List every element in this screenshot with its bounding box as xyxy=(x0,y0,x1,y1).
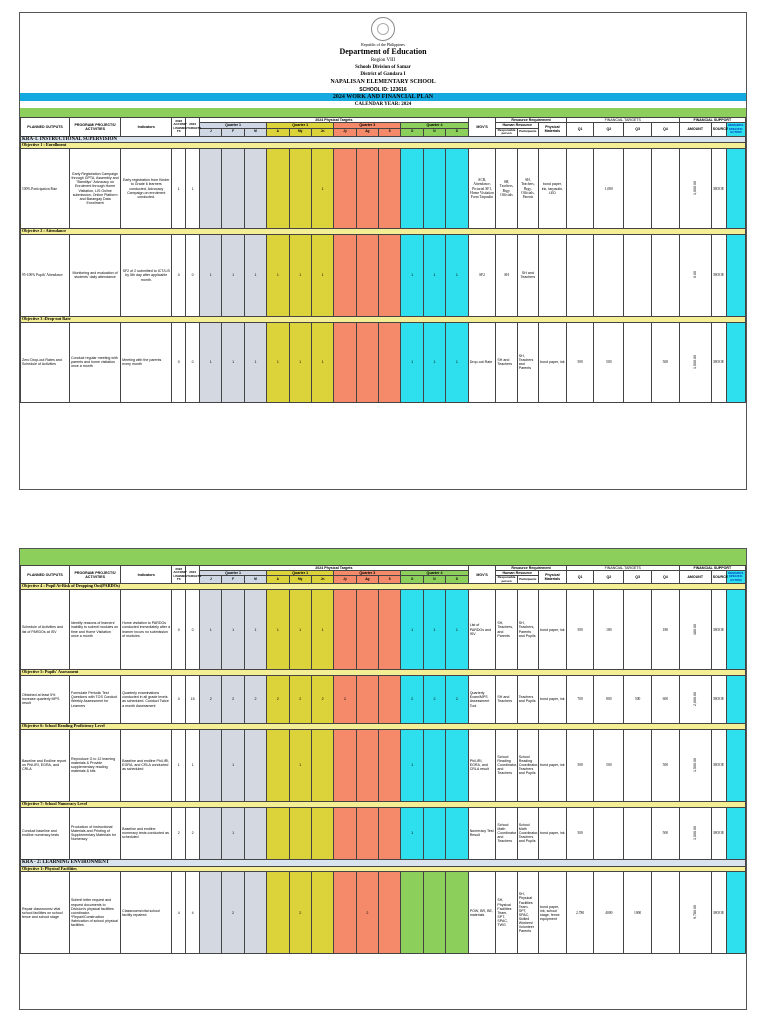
region-label: Region VIII xyxy=(370,58,396,64)
green-band xyxy=(20,108,746,117)
col-targets: 2024 TARGETS xyxy=(186,566,200,584)
movs: Drop-out Rate xyxy=(468,322,496,402)
objective-dropout: Objective 3 :Drop-out Rate xyxy=(21,316,746,322)
col-amount: AMOUNT xyxy=(679,123,711,136)
table-row: Schedule of Activities and list of PARDOs at ISV Identify reasons of learners' inability to submit modules on time and Home Visitation once a month Home visitation to PARDOs conducted immediately after a learner incurs no submission of modules 0 0 1 1 1 1 1 1 1 1 1 List of PARDOs and ISV SH, Teachers, and Parents SH, Teachers, Parents and Pupils bond paper, ink 500 180 180 180.00 MOOE xyxy=(21,590,746,670)
target-value: 2 xyxy=(186,807,200,859)
activity: Formulate Periodic Test Questions with TOS Conduct Weekly Assessment for Learners xyxy=(70,675,121,723)
month-may: My xyxy=(289,128,311,136)
col-fin-support: FINANCIAL SUPPORT xyxy=(679,118,745,123)
objective-numeracy: Objective 7: School Numeracy Level xyxy=(21,801,746,807)
col-targets: 2024 TARGETS xyxy=(186,118,200,136)
q2-amount: 1,000 xyxy=(594,149,624,229)
kra-2-label: KRA - 2: LEARNING ENVIRONMENT xyxy=(21,859,746,866)
planned-output: Repair classrooms/ vital school facilities on school fence and school stage xyxy=(21,872,70,954)
col-q2: Q2 xyxy=(594,571,624,584)
participants: SH, Teachers, Brgy. Officials, Parents xyxy=(517,149,538,229)
month-feb: F xyxy=(222,128,244,136)
col-financial: FINANCIAL TARGETS xyxy=(566,566,679,571)
responsible: SH, Teachers, and Parents xyxy=(496,590,517,670)
col-movs: MOV'S xyxy=(468,566,496,584)
q2-amount: 500 xyxy=(594,729,624,801)
q4-amount: 500 xyxy=(651,807,679,859)
materials: bond paper, ink xyxy=(539,729,567,801)
month-nov: N xyxy=(423,128,445,136)
movs: Quarterly Exam/MPS Assessment Tool xyxy=(468,675,496,723)
materials: bond paper, ink xyxy=(539,807,567,859)
objective-enrollment: Objective 1 : Enrollment xyxy=(21,143,746,149)
col-q4: Q4 xyxy=(651,571,679,584)
total-amount: 1,500.00 xyxy=(693,757,698,772)
objective-pardos: Objective 4 : Pupil At-Risk of Dropping Out(PARDOs) xyxy=(21,584,746,590)
target-value: 0 xyxy=(186,322,200,402)
table-row: Baseline and Endline report on Phil-IRI, EGRA, and CRLA Reproduce G to 12 learning materials & Provide supplementary reading materials & kits Baseline and endline Phil-IRI, EGRA, and CRLA conducted as scheduled 1 1 1 1 1 Phil-IRI, EGRA, and CRLA result School Reading Coordinator, and Teachers School Reading Coordinator, Teachers and Pupils bond paper, ink 500 500 500 1,500.00 MOOE xyxy=(21,729,746,801)
target-value: 4 xyxy=(186,872,200,954)
col-activities: PROGRAM/ PROJECTS/ ACTIVITIES xyxy=(70,566,121,584)
document-header xyxy=(20,17,746,93)
green-band xyxy=(20,549,746,565)
col-accomp: 2023 ACCOMP LISHMEN TS xyxy=(172,566,186,584)
kra-1-label: KRA-1. INSTRUCTIONAL SUPERVISION xyxy=(21,136,746,143)
fund-source: MOOE xyxy=(711,807,726,859)
responsible: SH, Teachers, Brgy. Officials xyxy=(496,149,517,229)
col-q3: Q3 xyxy=(624,571,652,584)
col-indicators: Indicators xyxy=(121,566,172,584)
indicator: Baseline and endline numeracy tests conducted as scheduled xyxy=(121,807,172,859)
accomp-value: 0 xyxy=(172,590,186,670)
accomp-value: 1 xyxy=(172,729,186,801)
q3-amount: 500 xyxy=(624,675,652,723)
q4-amount: 500 xyxy=(651,322,679,402)
col-remarks: REMARKS SPECIFIC ACTION xyxy=(726,571,745,584)
indicator: Early registration from Kinder to Grade 6 learners conducted. Advocacy Campaign on enrolment conducted. xyxy=(121,149,172,229)
q1-amount: 500 xyxy=(566,322,594,402)
responsible: SH xyxy=(496,234,517,316)
col-q4: Q4 xyxy=(651,123,679,136)
responsible: SH and Teachers xyxy=(496,675,517,723)
participants: School Math Coordinator, Teachers and Pupils xyxy=(517,807,538,859)
movs: Phil-IRI, EGRA, and CRLA result xyxy=(468,729,496,801)
col-resource: Resource Requirement xyxy=(496,566,566,571)
department-title: Department of Education xyxy=(339,47,427,57)
planned-output: Baseline and Endline report on Phil-IRI, EGRA, and CRLA xyxy=(21,729,70,801)
wfp-sheet-page-2 xyxy=(19,548,747,1010)
col-human: Human Resource xyxy=(496,571,539,576)
wfp-table-1 xyxy=(20,117,746,402)
movs: List of PARDOs and ISV xyxy=(468,590,496,670)
month-jan: J xyxy=(200,128,222,136)
plan-title: 2024 WORK AND FINANCIAL PLAN xyxy=(20,93,746,101)
col-financial: FINANCIAL TARGETS xyxy=(566,118,679,123)
responsible: SH, Physical Facilities Team, SPT, SPAC, TWG xyxy=(496,872,517,954)
accomp-value: 1 xyxy=(172,149,186,229)
total-amount: 1,000.00 xyxy=(693,825,698,840)
accomp-value: 4 xyxy=(172,872,186,954)
col-accomp: 2023 ACCOMP LISHMEN TS xyxy=(172,118,186,136)
col-indicators: Indicators xyxy=(121,118,172,136)
deped-seal-icon xyxy=(371,17,395,41)
target-value: 0 xyxy=(186,590,200,670)
month-jun: Jn xyxy=(311,128,333,136)
col-amount: AMOUNT xyxy=(679,571,711,584)
q4-amount: 180 xyxy=(651,590,679,670)
school-name: NAPALISAN ELEMENTARY SCHOOL xyxy=(330,79,436,86)
responsible: School Math Coordinator and Teachers xyxy=(496,807,517,859)
indicator: Home visitation to PARDOs conducted immediately after a learner incurs no submission of modules xyxy=(121,590,172,670)
planned-output: Conduct baseline and endline numeracy tests xyxy=(21,807,70,859)
col-source: SOURCE xyxy=(711,571,726,584)
target-value: 1 xyxy=(186,149,200,229)
col-participants: Participants xyxy=(517,128,538,136)
activity: Conduct regular meeting with parents and home visitation once a month xyxy=(70,322,121,402)
q2-amount: 180 xyxy=(594,590,624,670)
col-phys-targets: 2024 Physical Targets xyxy=(200,566,469,571)
total-amount: 1,500.00 xyxy=(693,354,698,369)
month-sep: S xyxy=(379,128,401,136)
materials: bond paper, ink xyxy=(539,675,567,723)
planned-output: Schedule of Activities and list of PARDOs at ISV xyxy=(21,590,70,670)
participants: SH, Teachers, Parents and Pupils xyxy=(517,590,538,670)
objective-physical-facilities: Objective 1: Physical Facilities xyxy=(21,866,746,872)
objective-attendance: Objective 2 : Attendance xyxy=(21,229,746,235)
participants: SH, Teachers and Parents xyxy=(517,322,538,402)
table-row: Zero Drop-out Rates and Schedule of Activities Conduct regular meeting with parents and home visitation once a month Meeting with the parents every month 0 0 1 1 1 1 1 1 1 1 1 Drop-out Rate SH and Teachers SH, Teachers and Parents bond paper, ink 500 500 500 1,500.00 MOOE xyxy=(21,322,746,402)
wfp-table-2: PLANNED OUTPUTS PROGRAM/ PROJECTS/ ACTIVITIES Indicators 2023 ACCOMP LISHMEN TS 2024 TARGETS 2024 Physical Targets MOV'S Resource Requirement FINANCIAL TARGETS FINANCIAL SUPPORT Quarter 1 Quarter 1 Quarter 3 Quarter 4 Human Resource Physical Materials Q1 Q2 Q3 Q4 AMOUNT SOURCE REMARKS SPECIFIC ACTION J F M A My Jn Jy Ag S O N D Responsible person Participants Objective 4 : Pupil At-Risk of Dropping Out(PARDOs) Schedule of Activities and list of PARDOs at ISV Identify reasons of learners' inability to submit modules on time and Home Visitation once a month Home visitation to PARDOs conducted immediately after a learner incurs no submission of modules 0 0 1 1 1 1 1 1 1 1 1 List of PARDOs and ISV SH, Teachers, and Parents SH, Teachers, Parents and Pupils bond paper, ink 500 180 180 180.00 MOOE Objective 5: Pupils' Assessment Obtained at least 5% increase quarterly MPS result Formulate Periodic Test Questions with TOS Conduct Weekly Assessment for Learners Quarterly examinations conducted in all grade levels as scheduled. Conduct Twice a month Assessment 0 15 2 2 2 2 2 2 2 2 2 2 Quarterly Exam/MPS Assessment Tool SH and Teachers Teachers and Pupils bond paper, ink 700 800 500 600 2,600.00 MOOE Objective 6: School Reading Proficiency Level Baseline and Endline report on Phil-IRI, EGRA, and CRLA Reproduce G to 12 learning materials & Provide supplementary reading materials & kits Baseline and endline Phil-IRI, EGRA, and CRLA conducted as scheduled 1 1 1 1 1 Phil-IRI, EGRA, and CRLA result School Reading Coordinator, and Teachers School Reading Coordinator, Teachers and Pupils bond paper, ink 500 500 500 1,500.00 MOOE Objective 7: School Numeracy Level Conduct baseline and endline numeracy tests Production of instructional Materials and Printing of Supplementary Materials for Numeracy Baseline and endline numeracy tests conducted as scheduled 2 2 1 1 Numeracy Test Result School Math Coordinator and Teachers School Math Coordinator, Teachers and Pupils bond paper, ink 500 500 1,000.00 MOOE KRA - 2: LEARNING ENVIRONMENT Objective 1: Physical Facilities Repair classrooms/ vital school facilities on school fence and school stage Submit letter request and request documents to Division's physical facilities coordinator. *Repair/Construction /fabrication of school physical facilities Classrooms/vital school facility repaired. 4 4 2 2 2 POW, BR, BE, materials SH, Physical Facilities Team, SPT, SPAC, TWG SH, Physical Facilities Team, SPT, SPAC, Skilled Workers/ Volunteer Parents bond paper, ink, school stage, fence equipment 2,780 4000 1000 9,780.00 MOOE xyxy=(20,565,746,954)
col-outputs: PLANNED OUTPUTS xyxy=(21,566,70,584)
col-physical: Physical Materials xyxy=(539,123,567,136)
month-jul: Jy xyxy=(334,128,356,136)
quarter-1-label: Quarter 1 xyxy=(200,571,267,576)
fund-source: MOOE xyxy=(711,675,726,723)
q1-amount: 500 xyxy=(566,729,594,801)
target-value: 0 xyxy=(186,234,200,316)
republic-label: Republic of the Philippines xyxy=(361,42,405,47)
planned-output: Zero Drop-out Rates and Schedule of Activities xyxy=(21,322,70,402)
movs: Numeracy Test Result xyxy=(468,807,496,859)
materials: bond paper, ink, school stage, fence equipment xyxy=(539,872,567,954)
accomp-value: 2 xyxy=(172,807,186,859)
indicator: Meeting with the parents every month xyxy=(121,322,172,402)
planned-output: 100% Participation Rate xyxy=(21,149,70,229)
col-q1: Q1 xyxy=(566,571,594,584)
quarter-4-label: Quarter 4 xyxy=(401,123,468,128)
q3-amount: 1000 xyxy=(624,872,652,954)
q1-amount: 500 xyxy=(566,590,594,670)
total-amount: 2,600.00 xyxy=(693,691,698,706)
movs: POW, BR, BE, materials xyxy=(468,872,496,954)
table-row: Obtained at least 5% increase quarterly MPS result Formulate Periodic Test Questions with TOS Conduct Weekly Assessment for Learners Quarterly examinations conducted in all grade levels as scheduled. Conduct Twice a month Assessment 0 15 2 2 2 2 2 2 2 2 2 2 Quarterly Exam/MPS Assessment Tool SH and Teachers Teachers and Pupils bond paper, ink 700 800 500 600 2,600.00 MOOE xyxy=(21,675,746,723)
materials: bond paper, ink xyxy=(539,590,567,670)
col-outputs: PLANNED OUTPUTS xyxy=(21,118,70,136)
fund-source: MOOE xyxy=(711,590,726,670)
col-responsible: Responsible person xyxy=(497,127,516,136)
col-q1: Q1 xyxy=(566,123,594,136)
month-value: 1 xyxy=(311,149,333,229)
total-amount: 9,780.00 xyxy=(693,905,698,920)
movs: SF2 xyxy=(468,234,496,316)
accomp-value: 0 xyxy=(172,675,186,723)
indicator: Baseline and endline Phil-IRI, EGRA, and CRLA conducted as scheduled xyxy=(121,729,172,801)
calendar-year: CALENDAR YEAR: 2024 xyxy=(20,101,746,108)
month-aug: Ag xyxy=(356,128,378,136)
month-mar: M xyxy=(244,128,266,136)
col-human: Human Resource xyxy=(496,123,539,128)
q2-amount: 500 xyxy=(594,322,624,402)
q4-amount: 500 xyxy=(651,729,679,801)
district-label: District of Gandara I xyxy=(360,71,406,77)
fund-source: MOOE xyxy=(711,149,726,229)
materials: bond paper, ink, tarpaulin, LED xyxy=(539,149,567,229)
table-row: Conduct baseline and endline numeracy tests Production of instructional Materials and Printing of Supplementary Materials for Numeracy Baseline and endline numeracy tests conducted as scheduled 2 2 1 1 Numeracy Test Result School Math Coordinator and Teachers School Math Coordinator, Teachers and Pupils bond paper, ink 500 500 1,000.00 MOOE xyxy=(21,807,746,859)
table-row xyxy=(21,149,746,229)
movs: ACR, Attendance, Pictorial SF1, Home Visitation Form Tarpaulin xyxy=(468,149,496,229)
school-id: SCHOOL ID: 123616 xyxy=(359,86,407,93)
col-resource: Resource Requirement xyxy=(496,118,566,123)
col-q2: Q2 xyxy=(594,123,624,136)
col-activities: PROGRAM/ PROJECTS/ ACTIVITIES xyxy=(70,118,121,136)
month-apr: A xyxy=(267,128,289,136)
responsible: SH and Teachers xyxy=(496,322,517,402)
fund-source: MOOE xyxy=(711,729,726,801)
materials: bond paper, ink xyxy=(539,322,567,402)
target-value: 1 xyxy=(186,729,200,801)
col-source: SOURCE xyxy=(711,123,726,136)
division-label: Schools Division of Samar xyxy=(355,64,411,70)
planned-output: 95-100% Pupils' Attendance xyxy=(21,234,70,316)
col-phys-targets: 2024 Physical Targets xyxy=(200,118,469,123)
q2-amount: 4000 xyxy=(594,872,624,954)
table-row: 95-100% Pupils' Attendance Monitoring and evaluation of students' daily attendance SF2 of 2 submitted to ICT/LIS by 5th day after applicable month. 0 0 1 1 1 1 1 1 1 1 1 SF2 SH SH and Teachers 0.00 MOOE xyxy=(21,234,746,316)
table-row: Repair classrooms/ vital school facilities on school fence and school stage Submit letter request and request documents to Division's physical facilities coordinator. *Repair/Construction /fabrication of school physical facilities Classrooms/vital school facility repaired. 4 4 2 2 2 POW, BR, BE, materials SH, Physical Facilities Team, SPT, SPAC, TWG SH, Physical Facilities Team, SPT, SPAC, Skilled Workers/ Volunteer Parents bond paper, ink, school stage, fence equipment 2,780 4000 1000 9,780.00 MOOE xyxy=(21,872,746,954)
indicator: Classrooms/vital school facility repaired. xyxy=(121,872,172,954)
col-fin-support: FINANCIAL SUPPORT xyxy=(679,566,745,571)
quarter-1-label: Quarter 1 xyxy=(200,123,267,128)
participants: SH and Teachers xyxy=(517,234,538,316)
quarter-4-label: Quarter 4 xyxy=(401,571,468,576)
activity: Early Registration Campaign through GPTA, Assembly and "Bandilyo" Advocacy on Enrolment through Home Visitation, LIS Online submission, Online Platform and Barangay Data Enrollment xyxy=(70,149,121,229)
quarter-2-label: Quarter 1 xyxy=(267,571,334,576)
col-movs: MOV'S xyxy=(468,118,496,136)
col-remarks: REMARKS SPECIFIC ACTION xyxy=(726,123,745,136)
q2-amount: 800 xyxy=(594,675,624,723)
target-value: 15 xyxy=(186,675,200,723)
fund-source: MOOE xyxy=(711,234,726,316)
fund-source: MOOE xyxy=(711,872,726,954)
month-dec: D xyxy=(446,128,469,136)
objective-reading: Objective 6: School Reading Proficiency Level xyxy=(21,723,746,729)
q1-amount: 2,780 xyxy=(566,872,594,954)
total-amount: 0.00 xyxy=(693,271,698,279)
month-oct: O xyxy=(401,128,423,136)
accomp-value: 0 xyxy=(172,322,186,402)
q1-amount: 500 xyxy=(566,807,594,859)
activity: Identify reasons of learners' inability to submit modules on time and Home Visitation once a month xyxy=(70,590,121,670)
indicator: SF2 of 2 submitted to ICT/LIS by 5th day after applicable month. xyxy=(121,234,172,316)
total-amount: 180.00 xyxy=(693,623,698,635)
q1-amount: 700 xyxy=(566,675,594,723)
activity: Submit letter request and request documents to Division's physical facilities coordinator. *Repair/Construction /fabrication of school physical facilities xyxy=(70,872,121,954)
activity: Reproduce G to 12 learning materials & Provide supplementary reading materials & kits xyxy=(70,729,121,801)
participants: SH, Physical Facilities Team, SPT, SPAC, Skilled Workers/ Volunteer Parents xyxy=(517,872,538,954)
responsible: School Reading Coordinator, and Teachers xyxy=(496,729,517,801)
quarter-3-label: Quarter 3 xyxy=(334,123,401,128)
quarter-3-label: Quarter 3 xyxy=(334,571,401,576)
accomp-value: 0 xyxy=(172,234,186,316)
wfp-sheet-page-1 xyxy=(19,12,747,490)
quarter-2-label: Quarter 1 xyxy=(267,123,334,128)
activity: Production of instructional Materials and Printing of Supplementary Materials for Numeracy xyxy=(70,807,121,859)
participants: School Reading Coordinator, Teachers and Pupils xyxy=(517,729,538,801)
objective-assessment: Objective 5: Pupils' Assessment xyxy=(21,670,746,676)
col-physical: Physical Materials xyxy=(539,571,567,584)
col-q3: Q3 xyxy=(624,123,652,136)
planned-output: Obtained at least 5% increase quarterly MPS result xyxy=(21,675,70,723)
participants: Teachers and Pupils xyxy=(517,675,538,723)
total-amount: 1,000.00 xyxy=(693,181,698,196)
fund-source: MOOE xyxy=(711,322,726,402)
indicator: Quarterly examinations conducted in all grade levels as scheduled. Conduct Twice a month Assessment xyxy=(121,675,172,723)
activity: Monitoring and evaluation of students' daily attendance xyxy=(70,234,121,316)
q4-amount: 600 xyxy=(651,675,679,723)
